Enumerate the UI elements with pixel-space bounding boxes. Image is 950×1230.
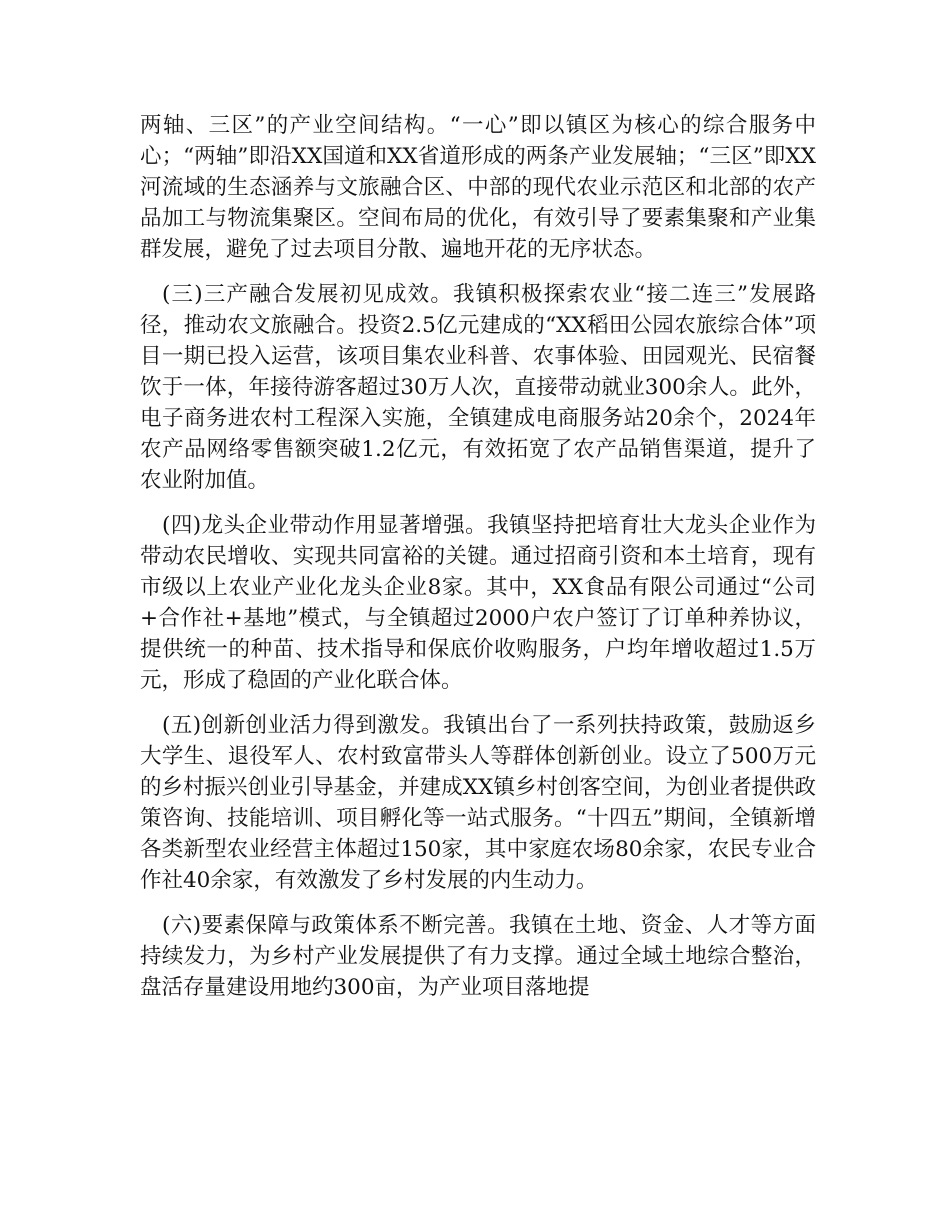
paragraph-heading: (四)龙头企业带动作用显著增强。 — [162, 513, 488, 538]
paragraph-spatial-structure — [140, 110, 816, 265]
paragraph-industry-integration — [140, 279, 816, 496]
paragraph-heading: (六)要素保障与政策体系不断完善。 — [162, 913, 510, 938]
paragraph-heading: (五)创新创业活力得到激发。 — [162, 713, 444, 738]
paragraph-text: 我镇在土地、资金、人才等方面持续发力，为乡村产业发展提供了有力支撑。通过全域土地综合整治，盘活存量建设用地约300亩，为产业项目落地提 — [140, 913, 816, 1000]
paragraph-heading: (三)三产融合发展初见成效。 — [162, 282, 453, 307]
paragraph-text: 我镇坚持把培育壮大龙头企业作为带动农民增收、实现共同富裕的关键。通过招商引资和本土培育，现有市级以上农业产业化龙头企业8家。其中，XX食品有限公司通过“公司+合作社+基地”模式，与全镇超过2000户农户签订了订单种养协议，提供统一的种苗、技术指导和保底价收购服务，户均年增收超过1.5万元，形成了稳固的产业化联合体。 — [140, 513, 816, 693]
paragraph-text: 两轴、三区”的产业空间结构。“一心”即以镇区为核心的综合服务中心；“两轴”即沿XX国道和XX省道形成的两条产业发展轴；“三区”即XX河流域的生态涵养与文旅融合区、中部的现代农业示范区和北部的农产品加工与物流集聚区。空间布局的优化，有效引导了要素集聚和产业集群发展，避免了过去项目分散、遍地开花的无序状态。 — [140, 113, 816, 262]
paragraph-innovation-entrepreneurship — [140, 710, 816, 896]
document-page — [140, 110, 816, 1017]
paragraph-factor-guarantee — [140, 910, 816, 1003]
paragraph-text: 我镇积极探索农业“接二连三”发展路径，推动农文旅融合。投资2.5亿元建成的“XX稻田公园农旅综合体”项目一期已投入运营，该项目集农业科普、农事体验、田园观光、民宿餐饮于一体，年接待游客超过30万人次，直接带动就业300余人。此外，电子商务进农村工程深入实施，全镇建成电商服务站20余个，2024年农产品网络零售额突破1.2亿元，有效拓宽了农产品销售渠道，提升了农业附加值。 — [140, 282, 816, 493]
paragraph-text: 我镇出台了一系列扶持政策，鼓励返乡大学生、退役军人、农村致富带头人等群体创新创业。设立了500万元的乡村振兴创业引导基金，并建成XX镇乡村创客空间，为创业者提供政策咨询、技能培训、项目孵化等一站式服务。“十四五”期间，全镇新增各类新型农业经营主体超过150家，其中家庭农场80余家，农民专业合作社40余家，有效激发了乡村发展的内生动力。 — [140, 713, 816, 893]
paragraph-leading-enterprises — [140, 510, 816, 696]
